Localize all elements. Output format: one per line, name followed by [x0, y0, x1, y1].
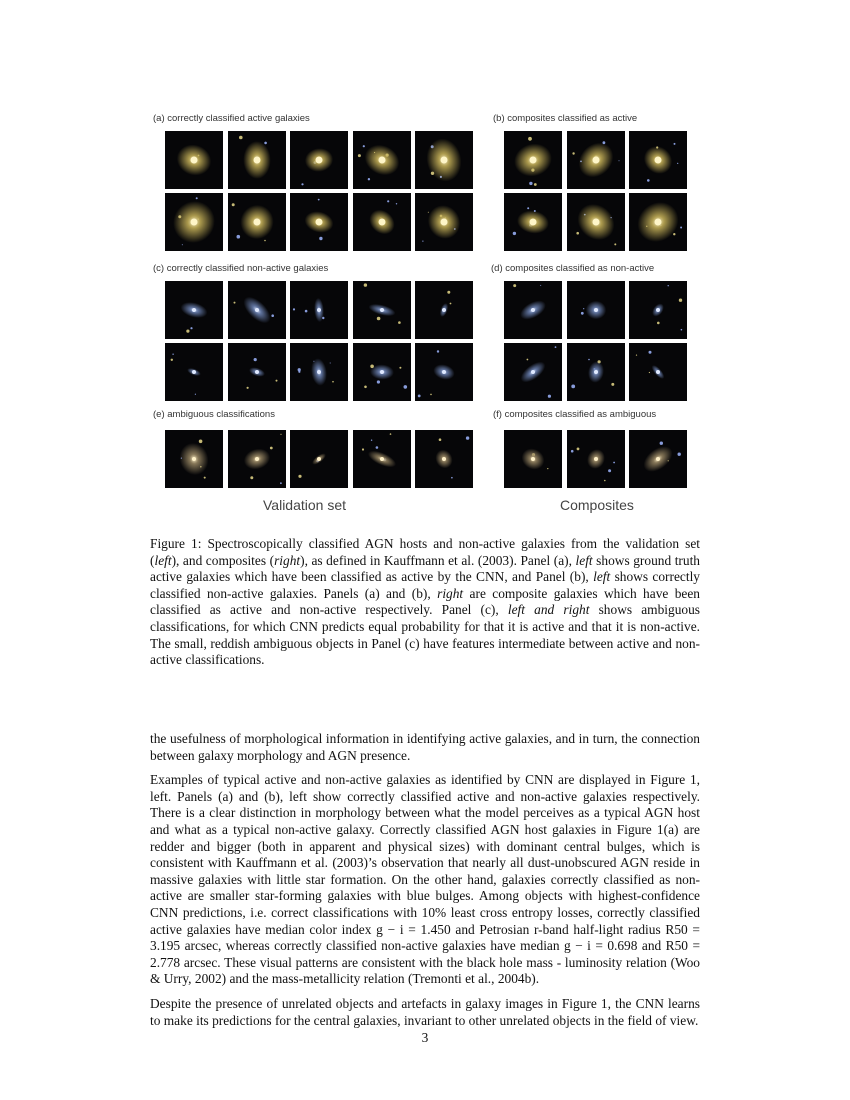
- star-point: [540, 285, 541, 286]
- panel-b-label: (b) composites classified as active: [493, 113, 638, 124]
- star-point: [660, 442, 663, 445]
- star-point: [678, 453, 681, 456]
- galaxy-image: [504, 281, 562, 339]
- galaxy-core: [380, 370, 384, 374]
- galaxy-image: [567, 343, 625, 401]
- galaxy-thumbnail: [415, 430, 473, 488]
- galaxy-core: [316, 219, 323, 226]
- galaxy-image: [290, 430, 348, 488]
- star-point: [528, 137, 532, 141]
- galaxy-core: [656, 457, 660, 461]
- galaxy-core: [317, 308, 321, 312]
- galaxy-core: [531, 370, 535, 374]
- star-point: [269, 447, 272, 450]
- galaxy-core: [191, 219, 198, 226]
- page-number: 3: [421, 1030, 429, 1045]
- galaxy-core: [378, 157, 385, 164]
- star-point: [389, 433, 391, 435]
- galaxy-image: [629, 131, 687, 189]
- caption-emphasis: left: [154, 552, 172, 568]
- galaxy-image: [353, 131, 411, 189]
- star-point: [182, 244, 183, 245]
- star-point: [264, 240, 266, 242]
- star-point: [588, 359, 590, 361]
- star-point: [367, 178, 369, 180]
- star-point: [332, 381, 334, 383]
- galaxy-image: [290, 131, 348, 189]
- galaxy-core: [378, 219, 385, 226]
- galaxy-core: [255, 308, 259, 312]
- galaxy-core: [656, 370, 660, 374]
- galaxy-image: [504, 193, 562, 251]
- star-point: [529, 182, 532, 185]
- galaxy-core: [530, 219, 537, 226]
- figure-1: [150, 110, 700, 520]
- star-point: [253, 358, 256, 361]
- star-point: [364, 386, 367, 389]
- galaxy-thumbnail: [504, 193, 562, 251]
- star-point: [668, 285, 669, 286]
- star-point: [171, 359, 173, 361]
- galaxy-image: [228, 281, 286, 339]
- galaxy-thumbnail: [567, 430, 625, 488]
- star-point: [636, 355, 637, 356]
- star-point: [330, 363, 331, 364]
- galaxy-core: [192, 457, 196, 461]
- caption-text: are composite galaxies which have been classified as active and non-active respectively. Panel (c),: [150, 585, 700, 618]
- galaxy-core: [380, 457, 384, 461]
- star-point: [363, 283, 366, 286]
- galaxy-core: [531, 457, 535, 461]
- star-point: [271, 314, 274, 317]
- star-point: [280, 434, 281, 435]
- galaxy-image: [165, 430, 223, 488]
- star-point: [618, 160, 619, 161]
- star-point: [398, 321, 401, 324]
- star-point: [673, 233, 675, 235]
- star-point: [649, 351, 652, 354]
- paragraph: the usefulness of morphological information in identifying active galaxies, and in turn, the connection between galaxy morphology and AGN presence.: [150, 731, 700, 763]
- caption-text: ), and composites (: [171, 552, 275, 568]
- galaxy-image: [353, 281, 411, 339]
- galaxy-thumbnail: [629, 343, 687, 401]
- star-point: [376, 380, 379, 383]
- galaxy-image: [629, 281, 687, 339]
- galaxy-image: [504, 343, 562, 401]
- star-point: [387, 200, 389, 202]
- galaxy-core: [192, 370, 196, 374]
- galaxy-thumbnail: [567, 131, 625, 189]
- star-point: [527, 359, 529, 361]
- star-point: [513, 232, 516, 235]
- galaxy-thumbnail: [290, 193, 348, 251]
- galaxy-image: [353, 193, 411, 251]
- star-point: [570, 450, 573, 453]
- star-point: [647, 179, 650, 182]
- star-point: [361, 448, 363, 450]
- star-point: [250, 476, 253, 479]
- galaxy-core: [380, 308, 384, 312]
- star-point: [172, 354, 173, 355]
- galaxy-thumbnail: [228, 281, 286, 339]
- galaxy-image: [415, 131, 473, 189]
- star-point: [534, 183, 537, 186]
- galaxy-thumbnail: [165, 131, 223, 189]
- galaxy-core: [655, 157, 662, 164]
- paragraph: Examples of typical active and non-active galaxies as identified by CNN are displayed in Figure 1, left. Panels (a) and (b), left show correctly classified active and non-active galaxies respectively. There is a clear distinction in morphology between what the model perceives as a typical AGN host and what as a typical non-active galaxy. Correctly classified AGN host galaxies in Figure 1(a) are redder and bigger (both in apparent and physical sizes) with dominant central bulges, which is consistent with Kauffmann et al. (2003)’s observation that nearly all dust-unobscured AGN reside in massive galaxies with little star formation. On the other hand, galaxies correctly classified as non-active are smaller star-forming galaxies with blue bulges. Among objects with highest-confidence CNN predictions, i.e. correct classifications with 10% least cross entropy losses, correctly classified active galaxies have median color index g − i = 1.450 and Petrosian r-band half-light radius R50 = 3.195 arcsec, whereas correctly classified non-active galaxies have median g − i = 0.698 and R50 = 2.778 arcsec. These visual patterns are consistent with the black hole mass - luminosity relation (Woo & Urry, 2002) and the mass-metallicity relation (Tremonti et al., 2004b).: [150, 772, 700, 987]
- composites-label: Composites: [560, 497, 634, 513]
- star-point: [305, 310, 308, 313]
- star-point: [466, 436, 469, 439]
- paragraph: Despite the presence of unrelated objects and artefacts in galaxy images in Figure 1, the CNN learns to make its predictions for the central galaxies, invariant to other unrelated objects in the field of view.: [150, 995, 700, 1028]
- star-point: [583, 308, 584, 309]
- star-point: [572, 152, 574, 154]
- star-point: [674, 143, 676, 145]
- galaxy-thumbnail: [228, 343, 286, 401]
- star-point: [547, 468, 548, 469]
- galaxy-core: [594, 457, 598, 461]
- body-text: [150, 731, 700, 1037]
- galaxy-core: [442, 457, 446, 461]
- galaxy-thumbnail: [504, 343, 562, 401]
- star-point: [680, 227, 682, 229]
- galaxy-thumbnail: [629, 131, 687, 189]
- star-point: [580, 312, 583, 315]
- galaxy-core: [316, 157, 323, 164]
- star-point: [204, 477, 206, 479]
- star-point: [195, 394, 196, 395]
- star-point: [319, 237, 322, 240]
- galaxy-thumbnail: [504, 131, 562, 189]
- galaxy-thumbnail: [228, 430, 286, 488]
- panel-c-label: (c) correctly classified non-active galaxies: [153, 263, 329, 274]
- galaxy-core: [317, 457, 321, 461]
- galaxy-thumbnail: [629, 281, 687, 339]
- star-point: [264, 142, 267, 145]
- star-point: [422, 241, 423, 242]
- star-point: [236, 235, 240, 239]
- galaxy-thumbnail: [415, 281, 473, 339]
- galaxy-core: [594, 308, 598, 312]
- star-point: [399, 367, 401, 369]
- galaxy-thumbnail: [165, 430, 223, 488]
- star-point: [657, 322, 660, 325]
- star-point: [604, 480, 606, 482]
- star-point: [613, 462, 615, 464]
- star-point: [231, 203, 234, 206]
- star-point: [199, 440, 203, 444]
- star-point: [677, 163, 678, 164]
- star-point: [555, 346, 557, 348]
- star-point: [298, 368, 301, 371]
- star-point: [395, 203, 396, 204]
- star-point: [614, 243, 616, 245]
- galaxy-core: [255, 370, 259, 374]
- panel-d-label: (d) composites classified as non-active: [491, 263, 655, 274]
- star-point: [357, 154, 360, 157]
- star-point: [186, 330, 189, 333]
- star-point: [447, 291, 450, 294]
- galaxy-image: [165, 343, 223, 401]
- galaxy-thumbnail: [353, 430, 411, 488]
- galaxy-thumbnail: [353, 281, 411, 339]
- galaxy-image: [504, 430, 562, 488]
- caption-emphasis: left and right: [507, 602, 590, 618]
- galaxy-image: [165, 131, 223, 189]
- caption-text: shows correctly classified non-active galaxies. Panels (a) and (b),: [150, 569, 700, 601]
- galaxy-image: [228, 430, 286, 488]
- galaxy-thumbnail: [228, 193, 286, 251]
- star-point: [275, 380, 277, 382]
- galaxy-image: [165, 193, 223, 251]
- galaxy-core: [656, 308, 660, 312]
- galaxy-core: [442, 370, 446, 374]
- galaxy-core: [655, 219, 662, 226]
- star-point: [679, 299, 682, 302]
- galaxy-image: [567, 131, 625, 189]
- star-point: [576, 232, 579, 235]
- star-point: [450, 303, 452, 305]
- galaxy-image: [504, 131, 562, 189]
- star-point: [375, 446, 378, 449]
- caption-text: shows ground truth active galaxies which have been classified as active by the CNN, and Panel (b),: [150, 552, 700, 585]
- star-point: [527, 207, 529, 209]
- caption-emphasis: right: [274, 552, 301, 568]
- galaxy-thumbnail: [290, 430, 348, 488]
- figure-caption: [150, 536, 700, 669]
- galaxy-image: [290, 193, 348, 251]
- galaxy-thumbnail: [290, 131, 348, 189]
- star-point: [513, 284, 516, 287]
- star-point: [376, 317, 380, 321]
- galaxy-thumbnail: [290, 343, 348, 401]
- galaxy-image: [567, 430, 625, 488]
- galaxy-core: [317, 370, 321, 374]
- galaxy-core: [191, 157, 198, 164]
- caption-text: Figure 1: Spectroscopically classified AGN hosts and non-active galaxies from the validation set (: [150, 536, 700, 568]
- star-point: [233, 302, 235, 304]
- galaxy-thumbnail: [567, 193, 625, 251]
- panel-a-label: (a) correctly classified active galaxies: [153, 113, 310, 124]
- galaxy-thumbnail: [353, 193, 411, 251]
- galaxy-image: [290, 343, 348, 401]
- star-point: [649, 372, 650, 373]
- star-point: [418, 395, 421, 398]
- star-point: [430, 394, 432, 396]
- panel-f-label: (f) composites classified as ambiguous: [493, 409, 657, 420]
- galaxy-image: [228, 131, 286, 189]
- galaxy-thumbnail: [290, 281, 348, 339]
- galaxy-image: [415, 193, 473, 251]
- galaxy-core: [594, 370, 598, 374]
- star-point: [239, 136, 243, 140]
- galaxy-core: [530, 157, 537, 164]
- galaxy-thumbnail: [165, 281, 223, 339]
- star-point: [428, 212, 429, 213]
- galaxy-image: [567, 193, 625, 251]
- star-point: [190, 327, 192, 329]
- star-point: [318, 199, 320, 201]
- star-point: [280, 482, 282, 484]
- star-point: [439, 438, 442, 441]
- panel-e-label: (e) ambiguous classifications: [153, 409, 275, 420]
- star-point: [437, 350, 439, 352]
- galaxy-image: [415, 281, 473, 339]
- galaxy-core: [253, 219, 260, 226]
- star-point: [608, 469, 611, 472]
- galaxy-core: [441, 157, 448, 164]
- galaxy-core: [441, 219, 448, 226]
- star-point: [298, 475, 301, 478]
- galaxy-thumbnail: [353, 343, 411, 401]
- galaxy-core: [442, 308, 446, 312]
- galaxy-thumbnail: [567, 281, 625, 339]
- galaxy-image: [629, 343, 687, 401]
- galaxy-image: [290, 281, 348, 339]
- galaxy-thumbnail: [415, 131, 473, 189]
- caption-text: shows ambiguous classifications, for which CNN predicts equal probability for that it is active and that it is non-active. The small, reddish ambiguous objects in Panel (c) have features intermediate between active and non-active classifications.: [150, 602, 700, 668]
- galaxy-core: [253, 157, 260, 164]
- galaxy-image: [415, 343, 473, 401]
- star-point: [576, 448, 579, 451]
- galaxy-core: [592, 157, 599, 164]
- galaxy-thumbnail: [415, 193, 473, 251]
- caption-text: ), as defined in Kauffmann et al. (2003). Panel (a),: [300, 552, 576, 568]
- galaxy-thumbnail: [504, 430, 562, 488]
- galaxy-thumbnail: [353, 131, 411, 189]
- star-point: [246, 387, 248, 389]
- star-point: [451, 477, 453, 479]
- star-point: [370, 440, 371, 441]
- star-point: [611, 383, 614, 386]
- galaxy-thumbnail: [504, 281, 562, 339]
- star-point: [196, 197, 198, 199]
- star-point: [362, 145, 364, 147]
- galaxy-thumbnail: [228, 131, 286, 189]
- galaxy-image: [353, 430, 411, 488]
- galaxy-thumbnail: [415, 343, 473, 401]
- caption-emphasis: left: [575, 552, 593, 568]
- galaxy-core: [192, 308, 196, 312]
- galaxy-core: [255, 457, 259, 461]
- galaxy-image: [629, 430, 687, 488]
- galaxy-image: [629, 193, 687, 251]
- galaxy-image: [567, 281, 625, 339]
- galaxy-thumbnail: [165, 343, 223, 401]
- galaxy-image: [353, 343, 411, 401]
- galaxy-core: [531, 308, 535, 312]
- star-point: [571, 385, 575, 389]
- galaxy-thumbnail: [567, 343, 625, 401]
- caption-emphasis: right: [437, 585, 464, 601]
- star-point: [681, 329, 683, 331]
- galaxy-image: [415, 430, 473, 488]
- galaxy-image: [228, 343, 286, 401]
- galaxy-thumbnail: [629, 430, 687, 488]
- caption-emphasis: left: [593, 569, 611, 585]
- star-point: [293, 308, 295, 310]
- galaxy-core: [592, 219, 599, 226]
- validation-set-label: Validation set: [263, 497, 347, 513]
- star-point: [301, 183, 303, 185]
- galaxy-image: [165, 281, 223, 339]
- galaxy-image: [228, 193, 286, 251]
- galaxy-thumbnail: [629, 193, 687, 251]
- star-point: [548, 395, 551, 398]
- star-point: [403, 385, 407, 389]
- galaxy-thumbnail: [165, 193, 223, 251]
